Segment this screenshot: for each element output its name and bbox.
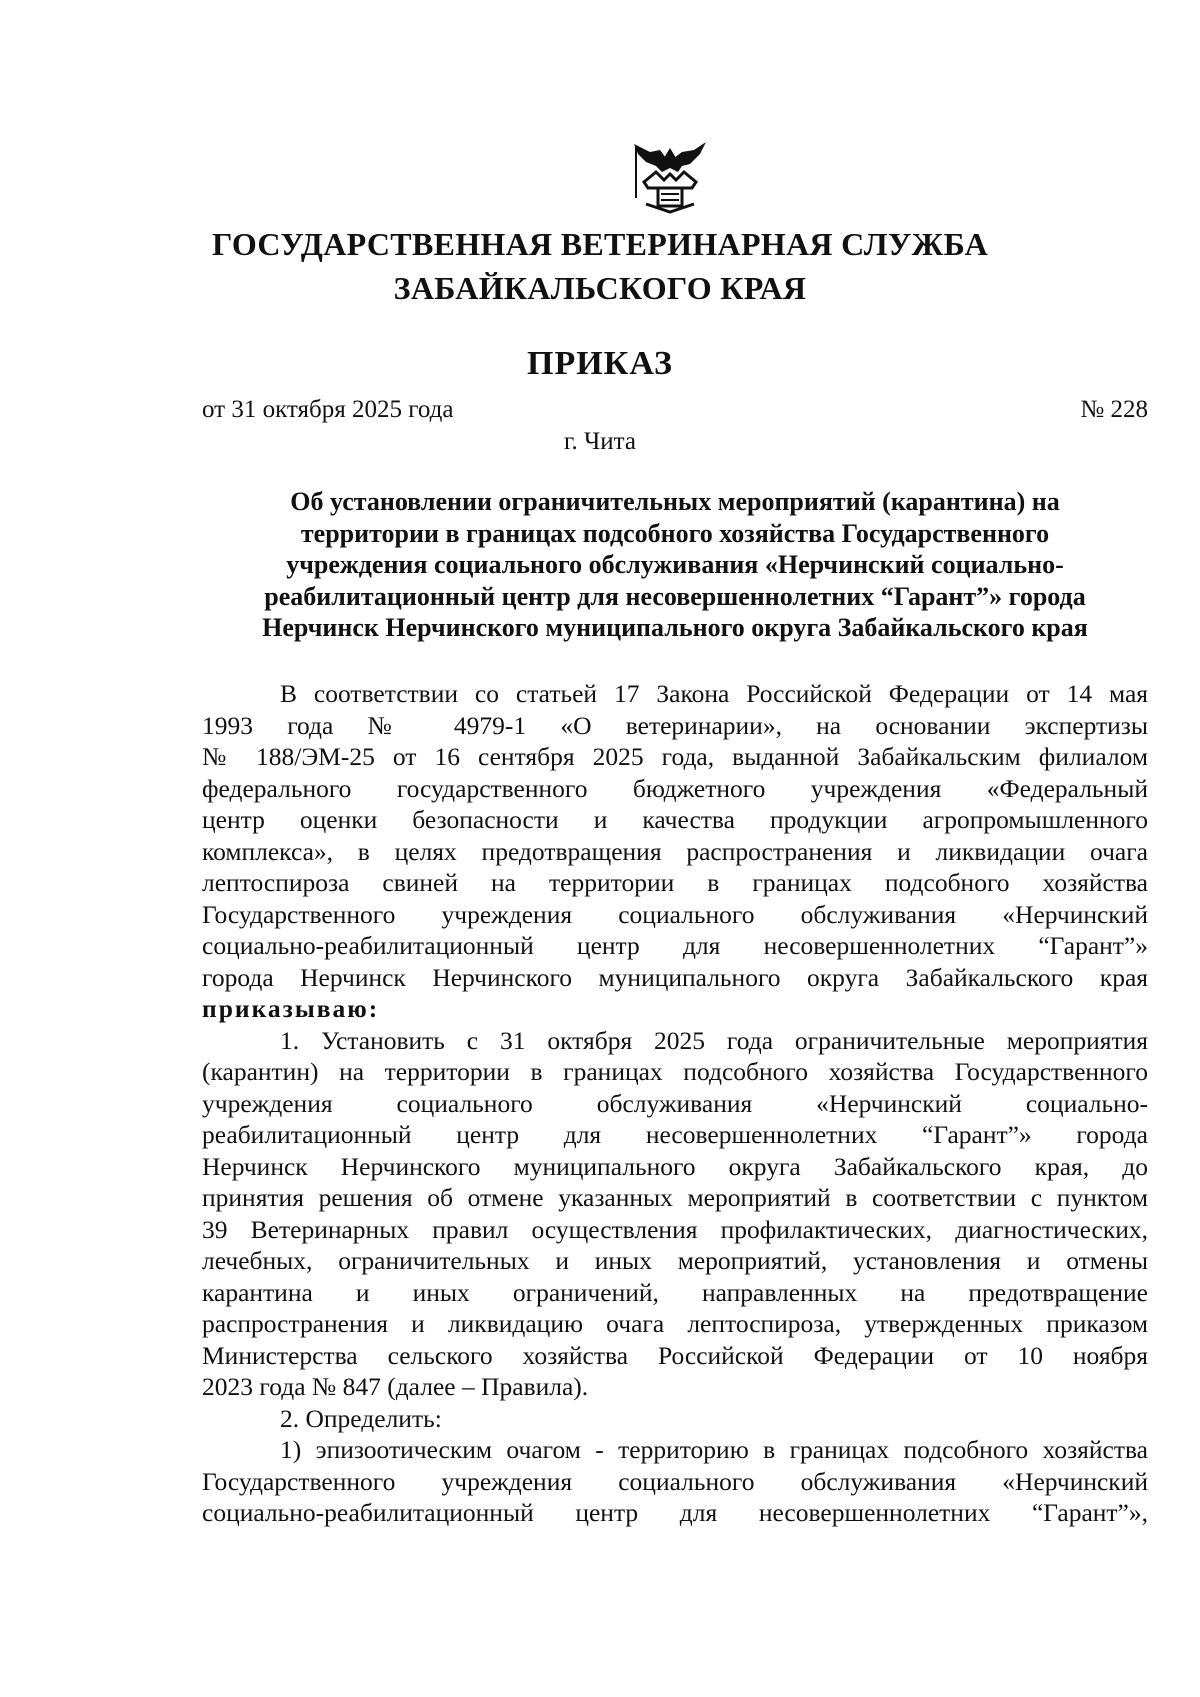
coat-of-arms-icon [630,138,710,218]
body-line: комплекса», в целях предотвращения распространения и ликвидации очага [202,836,1148,866]
organization-name-line1: ГОСУДАРСТВЕННАЯ ВЕТЕРИНАРНАЯ СЛУЖБА [211,226,989,262]
organization-name-line2: ЗАБАЙКАЛЬСКОГО КРАЯ [393,270,807,306]
body-line: 1993 года № 4979-1 «О ветеринарии», на основании экспертизы [202,710,1148,740]
body-line: учреждения социального обслуживания «Нерчинский социально- [202,1088,1148,1118]
title-line: Нерчинск Нерчинского муниципального округа Забайкальского края [262,613,1088,642]
document-number: № 228 [1080,396,1148,423]
body-line: 2. Определить: [280,1403,442,1433]
body-line: 39 Ветеринарных правил осуществления профилактических, диагностических, [202,1214,1148,1244]
document-meta-row [202,396,1148,424]
document-city: г. Чита [564,428,636,455]
body-line: центр оценки безопасности и качества продукции агропромышленного [202,805,1148,834]
body-line: В соответствии со статьей 17 Закона Российской Федерации от 14 мая [280,679,1148,708]
document-body [202,678,1148,1529]
body-line: № 188/ЭМ-25 от 16 сентября 2025 года, выданной Забайкальским филиалом [202,742,1148,771]
document-type: ПРИКАЗ [527,345,673,382]
title-line: реабилитационный центр для несовершеннолетних “Гарант”» города [264,581,1086,611]
body-line: реабилитационный центр для несовершеннолетних “Гарант”» города [202,1120,1148,1149]
title-line: Об установлении ограничительных мероприятий (карантина) на [290,487,1060,516]
document-date: от 31 октября 2025 года [202,396,454,423]
body-line: Государственного учреждения социального обслуживания «Нерчинский [202,899,1148,929]
body-line: принятия решения об отмене указанных мероприятий в соответствии с пунктом [202,1183,1148,1212]
body-line: распространения и ликвидацию очага лептоспироза, утвержденных приказом [202,1309,1148,1338]
body-line: 2023 года № 847 (далее – Правила). [202,1372,589,1401]
body-line: 1) эпизоотическим очагом - территорию в границах подсобного хозяйства [280,1435,1148,1464]
body-line: (карантин) на территории в границах подсобного хозяйства Государственного [202,1057,1148,1086]
body-line: 1. Установить с 31 октября 2025 года ограничительные мероприятия [280,1025,1148,1055]
body-line: лечебных, ограничительных и иных мероприятий, установления и отмены [202,1246,1148,1275]
body-line: социально-реабилитационный центр для несовершеннолетних “Гарант”», [202,1498,1148,1527]
body-line: Министерства сельского хозяйства Российской Федерации от 10 ноября [202,1340,1148,1370]
body-line: Нерчинск Нерчинского муниципального округа Забайкальского края, до [202,1151,1148,1181]
body-line: лептоспироза свиней на территории в границах подсобного хозяйства [202,868,1148,897]
title-line: территории в границах подсобного хозяйства Государственного [300,518,1050,548]
order-word: приказываю: [202,994,380,1023]
body-line: города Нерчинск Нерчинского муниципального округа Забайкальского края [202,962,1148,992]
body-line: карантина и иных ограничений, направленных на предотвращение [202,1277,1148,1307]
body-line: федерального государственного бюджетного учреждения «Федеральный [202,773,1148,803]
title-line: учреждения социального обслуживания «Нерчинский социально- [286,550,1064,579]
document-title [202,486,1148,644]
body-line: социально-реабилитационный центр для несовершеннолетних “Гарант”» [202,931,1148,960]
body-line: Государственного учреждения социального обслуживания «Нерчинский [202,1466,1148,1496]
